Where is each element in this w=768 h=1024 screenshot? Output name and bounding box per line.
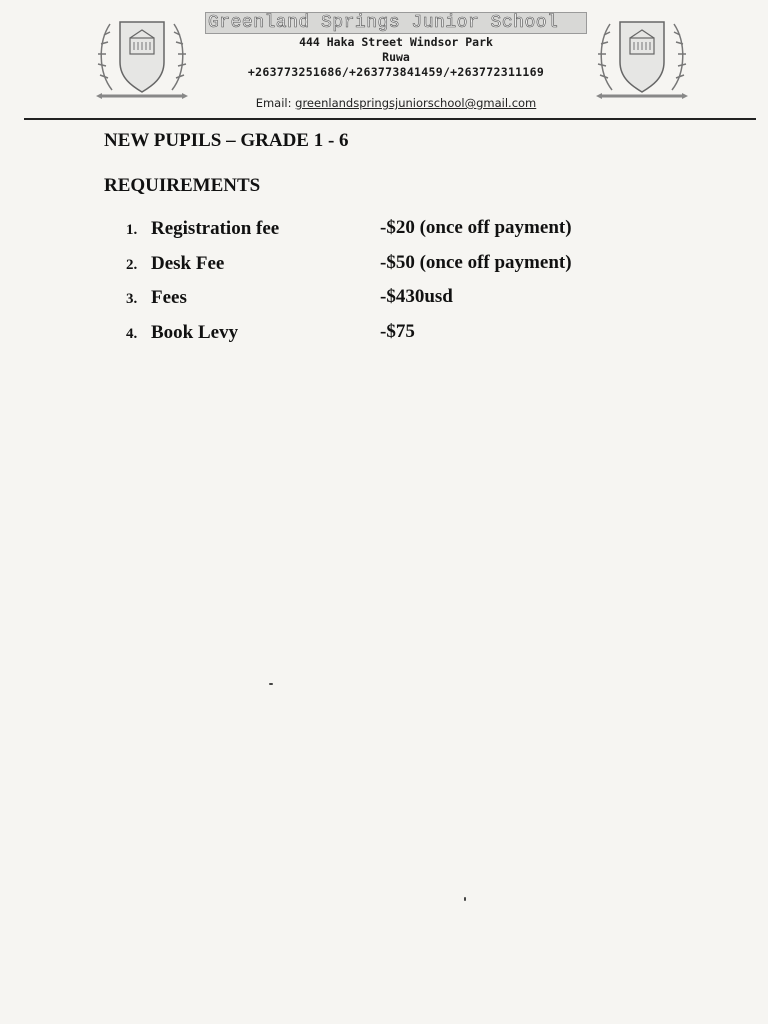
school-name: Greenland Springs Junior School <box>205 12 587 34</box>
requirement-number: 2. <box>126 256 138 273</box>
requirement-amount: -$75 <box>380 320 415 342</box>
paper-speck <box>464 897 466 901</box>
requirement-label: Fees <box>151 287 187 308</box>
requirement-label: Desk Fee <box>151 252 225 274</box>
letterhead <box>0 0 768 122</box>
paper-speck <box>269 683 273 685</box>
requirements-title: REQUIREMENTS <box>104 175 261 196</box>
requirement-amount: -$50 (once off payment) <box>380 251 572 273</box>
requirement-item <box>104 217 724 252</box>
school-phone-numbers: +263773251686/+263773841459/+263772311169 <box>247 65 545 79</box>
requirement-number: 4. <box>126 325 138 342</box>
school-town: Ruwa <box>382 50 410 64</box>
grade-title: NEW PUPILS – GRADE 1 - 6 <box>104 130 349 151</box>
requirement-label: Registration fee <box>151 218 280 239</box>
school-crest-icon <box>94 12 190 108</box>
requirement-item <box>104 286 724 321</box>
requirement-amount: -$20 (once off payment) <box>380 217 572 238</box>
requirement-item <box>104 321 724 356</box>
school-street-address: 444 Haka Street Windsor Park <box>299 35 493 49</box>
requirement-number: 1. <box>126 222 138 238</box>
requirements-list <box>104 217 724 355</box>
requirement-label: Book Levy <box>151 321 239 343</box>
requirement-number: 3. <box>126 291 138 307</box>
header-divider <box>24 118 756 120</box>
school-crest-icon <box>594 12 690 108</box>
requirement-amount: -$430usd <box>380 286 453 307</box>
school-email-line <box>205 96 587 110</box>
email-address: greenlandspringsjuniorschool@gmail.com <box>295 96 537 110</box>
email-label: Email: <box>255 96 292 110</box>
requirement-item <box>104 252 724 287</box>
